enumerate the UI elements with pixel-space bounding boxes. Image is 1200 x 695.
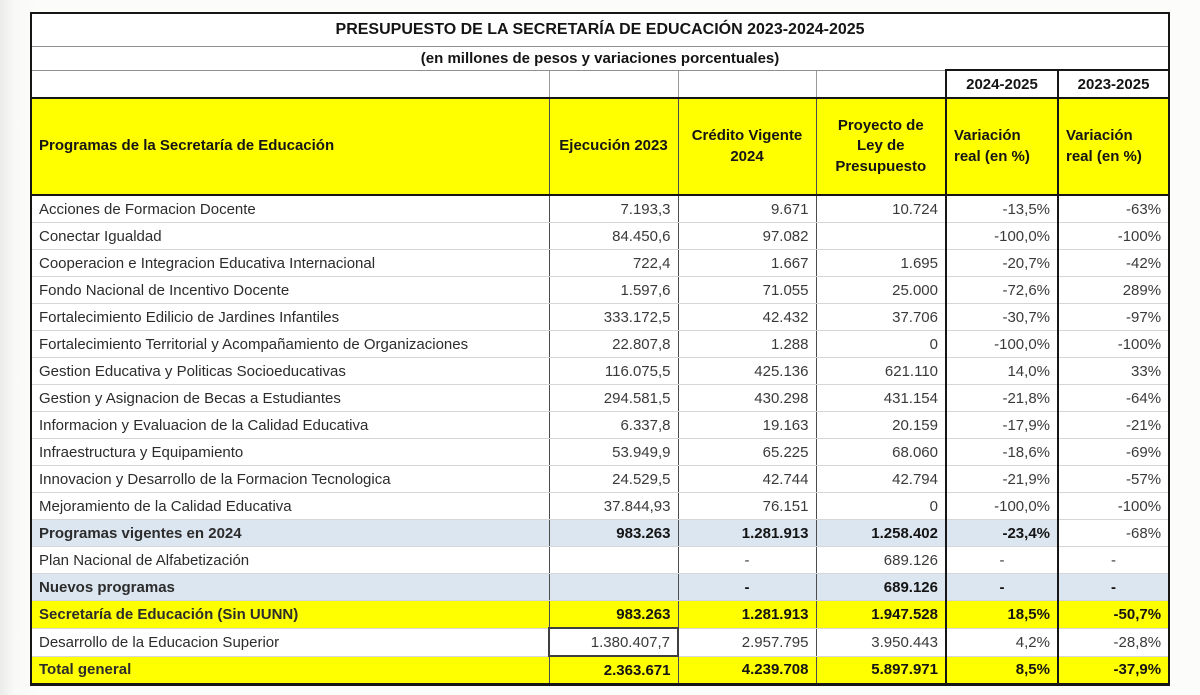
value-cell: 1.597,6 [549,277,678,304]
value-cell: -18,6% [946,439,1058,466]
value-cell: - [1058,547,1169,574]
table-row [31,520,1169,547]
program-name-cell: Fondo Nacional de Incentivo Docente [31,277,549,304]
value-cell: 97.082 [678,223,816,250]
table-row [31,385,1169,412]
value-cell: 76.151 [678,493,816,520]
table-row [31,466,1169,493]
value-cell: 37.844,93 [549,493,678,520]
value-cell: 294.581,5 [549,385,678,412]
value-cell [549,574,678,601]
value-cell: 983.263 [549,520,678,547]
value-cell: 20.159 [816,412,946,439]
table-row [31,656,1169,685]
value-cell: 18,5% [946,601,1058,629]
budget-table [30,12,1170,686]
value-cell: -100% [1058,223,1169,250]
column-header-credito-vigente-2024: Crédito Vigente 2024 [678,98,816,195]
column-header-programas: Programas de la Secretaría de Educación [31,98,549,195]
value-cell: -64% [1058,385,1169,412]
value-cell: -57% [1058,466,1169,493]
table-header-row [31,98,1169,195]
value-cell: -100% [1058,331,1169,358]
value-cell: 1.667 [678,250,816,277]
program-name-cell: Plan Nacional de Alfabetización [31,547,549,574]
value-cell: -21,8% [946,385,1058,412]
table-row [31,412,1169,439]
table-row [31,574,1169,601]
column-header-ejecucion-2023: Ejecución 2023 [549,98,678,195]
column-header-variacion-2024-2025: Variación real (en %) [946,98,1058,195]
value-cell: 116.075,5 [549,358,678,385]
value-cell [816,223,946,250]
table-row [31,250,1169,277]
column-header-variacion-2023-2025: Variación real (en %) [1058,98,1169,195]
empty-cell [678,70,816,98]
table-row [31,331,1169,358]
value-cell: 3.950.443 [816,628,946,656]
value-cell: -97% [1058,304,1169,331]
value-cell: 8,5% [946,656,1058,685]
value-cell: -63% [1058,195,1169,223]
value-cell: 84.450,6 [549,223,678,250]
value-cell: 42.744 [678,466,816,493]
value-cell: 14,0% [946,358,1058,385]
period-header-2023-2025: 2023-2025 [1058,70,1169,98]
value-cell: -42% [1058,250,1169,277]
value-cell: 53.949,9 [549,439,678,466]
value-cell [549,547,678,574]
value-cell: -13,5% [946,195,1058,223]
value-cell: -30,7% [946,304,1058,331]
value-cell: 722,4 [549,250,678,277]
value-cell: - [946,547,1058,574]
value-cell: 289% [1058,277,1169,304]
table-row [31,439,1169,466]
value-cell: -100,0% [946,493,1058,520]
table-row [31,304,1169,331]
program-name-cell: Fortalecimiento Territorial y Acompañamiento de Organizaciones [31,331,549,358]
value-cell: -69% [1058,439,1169,466]
table-row [31,601,1169,629]
value-cell: 333.172,5 [549,304,678,331]
value-cell: 1.281.913 [678,520,816,547]
value-cell: 1.695 [816,250,946,277]
table-row [31,277,1169,304]
budget-table-body [31,195,1169,685]
value-cell: -21% [1058,412,1169,439]
value-cell: -23,4% [946,520,1058,547]
value-cell: -28,8% [1058,628,1169,656]
empty-cell [31,70,549,98]
table-title: PRESUPUESTO DE LA SECRETARÍA DE EDUCACIÓN 2023-2024-2025 [31,13,1169,47]
value-cell: -100,0% [946,331,1058,358]
program-name-cell: Secretaría de Educación (Sin UUNN) [31,601,549,629]
table-row [31,70,1169,98]
value-cell: 22.807,8 [549,331,678,358]
value-cell: 7.193,3 [549,195,678,223]
value-cell: 0 [816,331,946,358]
program-name-cell: Acciones de Formacion Docente [31,195,549,223]
value-cell: - [946,574,1058,601]
program-name-cell: Informacion y Evaluacion de la Calidad Educativa [31,412,549,439]
program-name-cell: Gestion Educativa y Politicas Socioeducativas [31,358,549,385]
value-cell: 425.136 [678,358,816,385]
value-cell: 4.239.708 [678,656,816,685]
table-row [31,223,1169,250]
empty-cell [549,70,678,98]
program-name-cell: Cooperacion e Integracion Educativa Internacional [31,250,549,277]
value-cell: 5.897.971 [816,656,946,685]
value-cell: 1.947.528 [816,601,946,629]
program-name-cell: Innovacion y Desarrollo de la Formacion Tecnologica [31,466,549,493]
value-cell: 2.957.795 [678,628,816,656]
value-cell: 431.154 [816,385,946,412]
value-cell: 9.671 [678,195,816,223]
value-cell: 1.258.402 [816,520,946,547]
value-cell: 10.724 [816,195,946,223]
program-name-cell: Programas vigentes en 2024 [31,520,549,547]
program-name-cell: Desarrollo de la Educacion Superior [31,628,549,656]
value-cell: 1.281.913 [678,601,816,629]
value-cell: 19.163 [678,412,816,439]
table-row [31,493,1169,520]
column-header-proyecto-ley: Proyecto de Ley de Presupuesto [816,98,946,195]
value-cell: 33% [1058,358,1169,385]
program-name-cell: Infraestructura y Equipamiento [31,439,549,466]
table-row [31,13,1169,47]
period-header-2024-2025: 2024-2025 [946,70,1058,98]
program-name-cell: Fortalecimiento Edilicio de Jardines Infantiles [31,304,549,331]
table-row [31,47,1169,71]
value-cell: - [1058,574,1169,601]
value-cell: -100% [1058,493,1169,520]
value-cell: -100,0% [946,223,1058,250]
value-cell: -17,9% [946,412,1058,439]
value-cell: 2.363.671 [549,656,678,685]
table-row [31,628,1169,656]
value-cell: 4,2% [946,628,1058,656]
value-cell: 25.000 [816,277,946,304]
value-cell: 6.337,8 [549,412,678,439]
value-cell: 68.060 [816,439,946,466]
value-cell: 71.055 [678,277,816,304]
value-cell: -21,9% [946,466,1058,493]
value-cell: 0 [816,493,946,520]
table-row [31,547,1169,574]
value-cell: -50,7% [1058,601,1169,629]
value-cell: 42.432 [678,304,816,331]
value-cell: 37.706 [816,304,946,331]
program-name-cell: Gestion y Asignacion de Becas a Estudiantes [31,385,549,412]
program-name-cell: Total general [31,656,549,685]
program-name-cell: Nuevos programas [31,574,549,601]
value-cell: 621.110 [816,358,946,385]
value-cell: 430.298 [678,385,816,412]
value-cell: 689.126 [816,574,946,601]
value-cell: -68% [1058,520,1169,547]
value-cell: 24.529,5 [549,466,678,493]
value-cell: - [678,574,816,601]
value-cell: -72,6% [946,277,1058,304]
table-row [31,358,1169,385]
program-name-cell: Mejoramiento de la Calidad Educativa [31,493,549,520]
value-cell: 65.225 [678,439,816,466]
table-subtitle: (en millones de pesos y variaciones porcentuales) [31,47,1169,71]
program-name-cell: Conectar Igualdad [31,223,549,250]
value-cell: - [678,547,816,574]
table-row [31,195,1169,223]
value-cell: 42.794 [816,466,946,493]
value-cell: -20,7% [946,250,1058,277]
value-cell: 1.288 [678,331,816,358]
value-cell: -37,9% [1058,656,1169,685]
value-cell: 689.126 [816,547,946,574]
empty-cell [816,70,946,98]
value-cell: 983.263 [549,601,678,629]
value-cell: 1.380.407,7 [549,628,678,656]
